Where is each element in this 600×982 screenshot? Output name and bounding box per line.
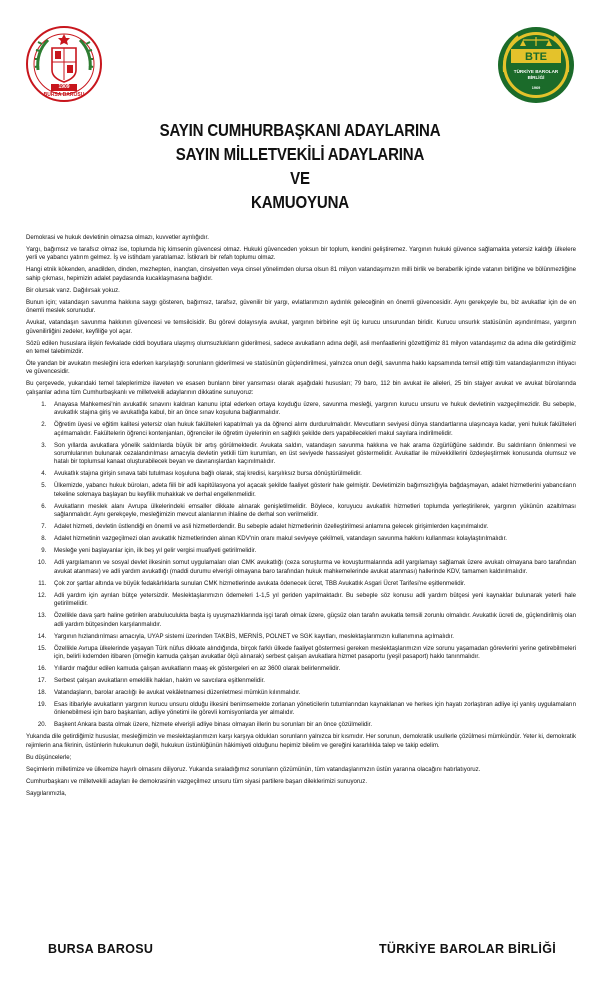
- closing-paragraph: Yukarıda dile getirdiğimiz hususlar, mesleğimizin ve meslektaşlarımızın karşı karşıya oldukları sorunların yalnızca bir kısmıdır. Her sorunun, demokratik usullerle çözülmesi mümkündür. Yeter ki, demokratik rejimlerin ana fikrinin, üstünlerin hukukunun değil, hukukun üstünlüğünün hâkimiyeti olduğunu hepimiz bilelim ve gereğini kararlılıkla talep ve takip edelim.: [26, 733, 577, 749]
- demand-item: 6. Avukatların meslek alanı Avrupa ülkelerindeki emsaller dikkate alınarak genişletilmelidir. Böylece, koruyucu avukatlık hizmetleri toplumda yerleştirilerek, yargının yükünün azaltılması sağlanmalıdır. Aynı gerekçeyle, mesleğimizin mevcut alanlarının ihlaline de derhal son verilmelidir.: [48, 503, 576, 520]
- intro-paragraph: Yargı, bağımsız ve tarafsız olmaz ise, toplumda hiç kimsenin güvencesi olmaz. Hukuki güvenceden yoksun bir toplum, kendini geliştiremez. Yargının hukuki güvence sağlamakta yetersiz kaldığı ülkelere yerli ve yabancı yatırım gelmez. İş ve istihdam yaratılamaz. İstikrarlı bir refah toplumu olmaz.: [26, 246, 576, 262]
- demand-item: 8. Adalet hizmetinin vazgeçilmezi olan avukatlık hizmetlerinden alınan KDV'nin oranı makul seviyeye çekilmeli, vatandaşın savunma hakkını kullanması kolaylaştırılmalıdır.: [48, 535, 576, 543]
- letter-body: [26, 234, 576, 802]
- demand-item: 4. Avukatlık stajına girişin sınava tabi tutulması koşuluna bağlı olarak, staj kredisi, karşılıksız bursa dönüştürülmelidir.: [48, 470, 576, 478]
- demands-list: [26, 401, 576, 730]
- demand-item: 20. Başkent Ankara basta olmak üzere, hizmete elverişli adliye binası olmayan illerin bu sorunları bir an önce çözülmelidir.: [48, 721, 576, 729]
- demand-item: 14. Yargının hızlandırılması amacıyla, UYAP sistemi üzerinden TAKBİS, MERNİS, POLNET ve SGK kayıtları, meslektaşlarımızın kullanımına açılmalıdır.: [48, 633, 576, 641]
- title-line-4: KAMUOYUNA: [251, 192, 349, 212]
- demand-item: 10. Adli yargılamanın ve sosyal devlet ilkesinin somut uygulamaları olan CMK avukatlığı (ceza soruşturma ve kovuşturmalarında adil yargılamayı sağlamak üzere avukatı olmayana baro tarafından avukat atanması) ve adli yardım avukatlığı (maddi durumu elverişli olmayana baro tarafından hukuk mahkemelerinde avukat atanması) hallerinde KDV, tamamen kaldırılmalıdır.: [48, 559, 576, 576]
- demand-item: 5. Ülkemizde, yabancı hukuk büroları, adeta fiili bir adli kapitülasyona yol açacak şekilde faaliyet gösterir hale gelmiştir. Devletimizin bağımsızlığıyla bağdaşmayan, adalet hizmetlerini yabancıların tekeline sokmaya başlayan bu keyfilik muhakkak ve derhal engellenmelidir.: [48, 482, 576, 499]
- closing-paragraph: Seçimlerin milletimize ve ülkemize hayırlı olmasını diliyoruz. Yukarıda sıraladığımız sorunların çözümünün, tüm vatandaşlarımızın üstün yararına olacağını hatırlatıyoruz.: [26, 765, 481, 773]
- demand-item: 12. Adli yardım için ayrılan bütçe yetersizdir. Meslektaşlarımızın ödemeleri 1-1,5 yıl geriden yapılmaktadır. Bu sebeple söz konusu adli yardım bütçesi yeni kaynaklar bulunarak yeterli hale getirilmelidir.: [48, 592, 576, 609]
- tbb-logo-year: 1969: [531, 86, 541, 90]
- intro-paragraph: Demokrasi ve hukuk devletinin olmazsa olmazı, kuvvetler ayrılığıdır.: [26, 234, 209, 241]
- demand-item: 1. Anayasa Mahkemesi'nin avukatlık sınavını kaldıran kanunu iptal ederken ortaya koyduğu üzere, savunma mesleği, yargının kurucu unsuru ve hukuk devletinin vazgeçilmezidir. Bu sebeple, avukatlık stajına giriş ve avukatlığa kabul, bir an önce sınav koşuluna bağlanmalıdır.: [48, 401, 576, 418]
- signature-tbb: TÜRKİYE BAROLAR BİRLİĞİ: [378, 942, 556, 956]
- demand-item: 3. Son yıllarda avukatlara yönelik saldırılarda büyük bir artış görülmektedir. Avukata saldırı, vatandaşın savunma hakkına ve hak arama özgürlüğüne saldırıdır. Bu saldırıların önlenmesi ve sorumlularının bulunarak cezalandırılması amacıyla devletin yetkili tüm kurumları, en üst seviyede hassasiyet göstermelidir. Avukatlar ile müvekkillerini özdeşleştirmek konusunda olumsuz ve hatalı bir toplumsal kanaat oluşturabilecek beyan ve davranışlardan kaçınılmalıdır.: [48, 442, 576, 467]
- intro-paragraph: Sözü edilen hususlara ilişkin fevkalade ciddi boyutlara ulaşmış olumsuzlukların giderilmesi, sadece avukatların adına değil, asli menfaatlerini gözettiğimiz 81 milyon vatandaşımız da adına dile getirdiğimiz en temel talebimizdir.: [26, 339, 576, 356]
- closing-paragraph: Bu düşüncelerle;: [26, 753, 72, 761]
- demand-item: 16. Yıllardır mağdur edilen kamuda çalışan avukatların maaş ek göstergeleri en az 3600 olarak belirlenmelidir.: [48, 665, 576, 673]
- demand-item: 2. Öğretim üyesi ve eğitim kalitesi yetersiz olan hukuk fakülteleri kapatılmalı ya da öğrenci alımı durdurulmalıdır. Mevcutların seviyesi dünya standartlarına ulaşıncaya kadar, yeni hukuk fakülteleri açılmamalıdır. Fakültelerin öğrenci kontenjanları, öğrenciler ile öğretim üyelerinin en sağlıklı şekilde ders yapabilecekleri makul sayılara indirilmelidir.: [48, 421, 576, 438]
- heading-block: [0, 118, 600, 214]
- intro-paragraph: Öte yandan bir avukatın mesleğini icra ederken karşılaştığı sorunların giderilmesi ve statüsünün güçlendirilmesi, yalnızca onun değil, savunma hakkı kapsamında temsil ettiği tüm vatandaşlarımızın ihtiyacı ve güvencesidir.: [26, 360, 576, 376]
- svg-text:BTE: BTE: [525, 51, 547, 63]
- closing-paragraph: Saygılarımızla,: [26, 789, 67, 797]
- demand-item: 18. Vatandaşların, barolar aracılığı ile avukat vekâletnamesi düzenletmesi mümkün kılınmalıdır.: [48, 689, 576, 697]
- signature-bursa-barosu: BURSA BAROSU: [48, 942, 154, 956]
- bursa-barosu-logo: [24, 24, 104, 106]
- intro-paragraph: Bu çerçevede, yukarıdaki temel taleplerimize ilaveten ve esasen bunların birer yansıması olarak aşağıdaki hususları; 79 baro, 112 bin avukat ile aileleri, 25 bin stajyer avukat ve avukat bürolarında çalışanlar adına tüm Cumhurbaşkanlı ve milletvekili adaylarının dikkatine sunuyoruz:: [26, 380, 576, 396]
- demand-item: 7. Adalet hizmeti, devletin üstlendiği en önemli ve asli hizmetlerdendir. Bu sebeple adalet hizmetlerinin özelleştirilmesi anlamına gelecek girişimlerden kaçınılmalıdır.: [48, 523, 576, 531]
- bursa-logo-year: 1909: [58, 84, 70, 90]
- demand-item: 11. Çok zor şartlar altında ve büyük fedakârlıklarla sunulan CMK hizmetlerinde avukata ödenecek ücret, TBB Avukatlık Asgari Ücret Tarifesi'ne eşitlenmelidir.: [48, 580, 576, 588]
- demand-item: 15. Özellikle Avrupa ülkelerinde yaşayan Türk nüfus dikkate alındığında, birçok farklı ülkede faaliyet göstermesi gereken meslektaşlarımızın vize sorunu yaşamadan görevlerini yerine getirebilmeleri için, belirli kıdemden itibaren (örneğin kamuda çalışan avukatlar ölçü alınarak) serbest çalışan avukatlara hizmet pasaportu (yeşil pasaport) hakkı tanınmalıdır.: [48, 645, 576, 662]
- title-line-2: SAYIN MİLLETVEKİLİ ADAYLARINA: [175, 144, 425, 164]
- closing-paragraph: Cumhurbaşkanı ve milletvekili adayları ile demokrasinin vazgeçilmez unsuru tüm siyasi partilere başarı dileklerimizi sunuyoruz.: [26, 777, 368, 785]
- demand-item: 19. Esas itibariyle avukatların yargının kurucu unsuru olduğu ilkesini benimsemekte zorlanan yöneticilerin tutumlarından kaynaklanan ve herkes için hayatı zorlaştıran adliye içi yanlış uygulamaların önlenebilmesi için baro başkanları, adliye yönetimi ile görevli komisyonlarda yer almalıdır.: [48, 701, 576, 718]
- intro-paragraph: Hangi etnik kökenden, anadilden, dinden, mezhepten, inançtan, cinsiyetten veya cinsel yönelimden olursa olsun 81 milyon vatandaşımızın milli birlik ve beraberlik içinde vatanın birliğine ve bölünmezliğine sahip çıkması, hepimizin adalet paydasında kucaklaşmasına bağlıdır.: [26, 266, 576, 282]
- demand-item: 13. Özellikle dava şartı haline getirilen arabuluculukta başta iş uyuşmazlıklarında işçi tarafı olmak üzere, güçsüz olan tarafın avukatla temsili zorunlu olmalıdır. Avukatlık ücreti de, güçlendirilmiş olan adli yardım bütçesinden karşılanmalıdır.: [48, 612, 576, 629]
- bursa-logo-name: BURSA BAROSU: [43, 92, 85, 98]
- demand-item: 9. Mesleğe yeni başlayanlar için, ilk beş yıl gelir vergisi muafiyeti getirilmelidir.: [48, 547, 576, 555]
- intro-paragraph: Bunun için; vatandaşın savunma hakkına saygı gösteren, bağımsız, tarafsız, güvenilir bir yargı, evlatlarımızın aydınlık geleceğinin en önemli güvencesidir. Aynı gerekçeyle bu, biz avukatlar için de en önemli meslek sorunudur.: [26, 298, 576, 315]
- intro-paragraph: Bir olursak varız. Dağılırsak yokuz.: [26, 286, 120, 294]
- title-line-1: SAYIN CUMHURBAŞKANI ADAYLARINA: [159, 120, 441, 140]
- intro-paragraph: Avukat, vatandaşın savunma hakkının güvencesi ve temsilcisidir. Bu görevi dolayısıyla avukat, yargının birbirine eşit üç kurucu unsurundan biridir. Kurucu unsurlık statüsünün aşındırılması, yargının güvenilirliğini zedeler, keyfiliğe yol açar.: [26, 319, 576, 335]
- demand-item: 17. Serbest çalışan avukatların emeklilik hakları, hakim ve savcılara eşitlenmelidir.: [48, 677, 576, 685]
- title-line-3: VE: [290, 168, 310, 188]
- tbb-logo-name: TÜRKİYE BAROLAR BİRLİĞİ: [513, 69, 559, 80]
- tbb-logo: [496, 24, 576, 106]
